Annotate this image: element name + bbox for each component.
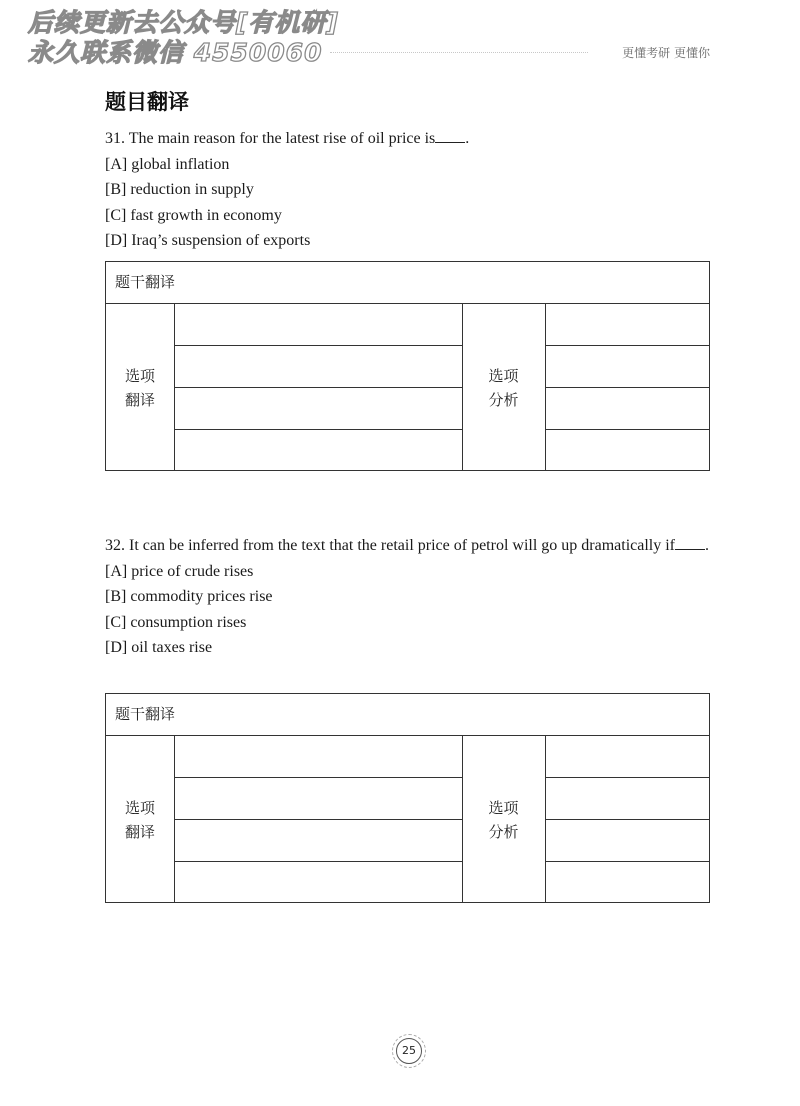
option-d: [D] Iraq’s suspension of exports [105,232,311,249]
label-line-1: 选项 [488,367,519,385]
label-line-2: 翻译 [124,823,155,841]
translation-cell-b[interactable] [175,778,462,819]
table-header: 题干翻译 [106,262,709,304]
option-a: [A] global inflation [105,155,230,173]
translation-cell-c[interactable] [175,820,462,861]
label-line-2: 分析 [488,823,519,841]
analysis-cell-b[interactable] [546,778,709,819]
label-line-2: 翻译 [124,391,155,409]
option-a: [A] price of crude rises [105,562,254,580]
watermark-line-1: 后续更新去公众号[有机研] [28,8,339,37]
option-translation-label [106,364,174,412]
question-stem-end: . [465,130,470,147]
option-d: [D] oil taxes rise [105,639,213,656]
analysis-cell-b[interactable] [546,346,709,387]
header-rule [330,52,588,53]
question-stem-text: 31. The main reason for the latest rise of oil price is [105,130,436,147]
question-31 [105,126,711,254]
option-b: [B] commodity prices rise [105,588,273,605]
option-c: [C] fast growth in economy [105,206,282,224]
option-b: [B] reduction in supply [105,181,254,198]
label-line-1: 选项 [488,799,519,817]
option-translation-label [106,796,174,844]
table-header: 题干翻译 [106,694,709,736]
translation-cell-a[interactable] [175,304,462,345]
option-c: [C] consumption rises [105,613,247,631]
analysis-cell-a[interactable] [546,736,709,777]
question-stem [105,126,711,152]
page-number: 25 [396,1038,422,1064]
translation-cell-c[interactable] [175,388,462,429]
analysis-cell-d[interactable] [546,430,709,470]
answer-blank [675,535,705,550]
option-analysis-label [462,364,545,412]
label-line-2: 分析 [488,391,519,409]
question-stem-end: . [705,537,710,554]
option-analysis-label [462,796,545,844]
label-line-1: 选项 [124,799,155,817]
translation-cell-d[interactable] [175,430,462,470]
translation-table-31 [105,261,710,471]
translation-table-32 [105,693,710,903]
analysis-cell-c[interactable] [546,820,709,861]
translation-cell-d[interactable] [175,862,462,902]
translation-cell-a[interactable] [175,736,462,777]
analysis-cell-d[interactable] [546,862,709,902]
question-stem-text: 32. It can be inferred from the text that the retail price of petrol will go up dramatically if [105,537,676,554]
answer-blank [435,128,465,143]
header-slogan: 更懂考研 更懂你 [622,46,710,60]
question-32 [105,533,711,661]
label-line-1: 选项 [124,367,155,385]
analysis-cell-c[interactable] [546,388,709,429]
translation-cell-b[interactable] [175,346,462,387]
section-title: 题目翻译 [105,90,189,114]
watermark-line-2: 永久联系微信 4550060 [28,38,323,67]
watermark [28,8,339,68]
analysis-cell-a[interactable] [546,304,709,345]
question-stem [105,533,711,559]
